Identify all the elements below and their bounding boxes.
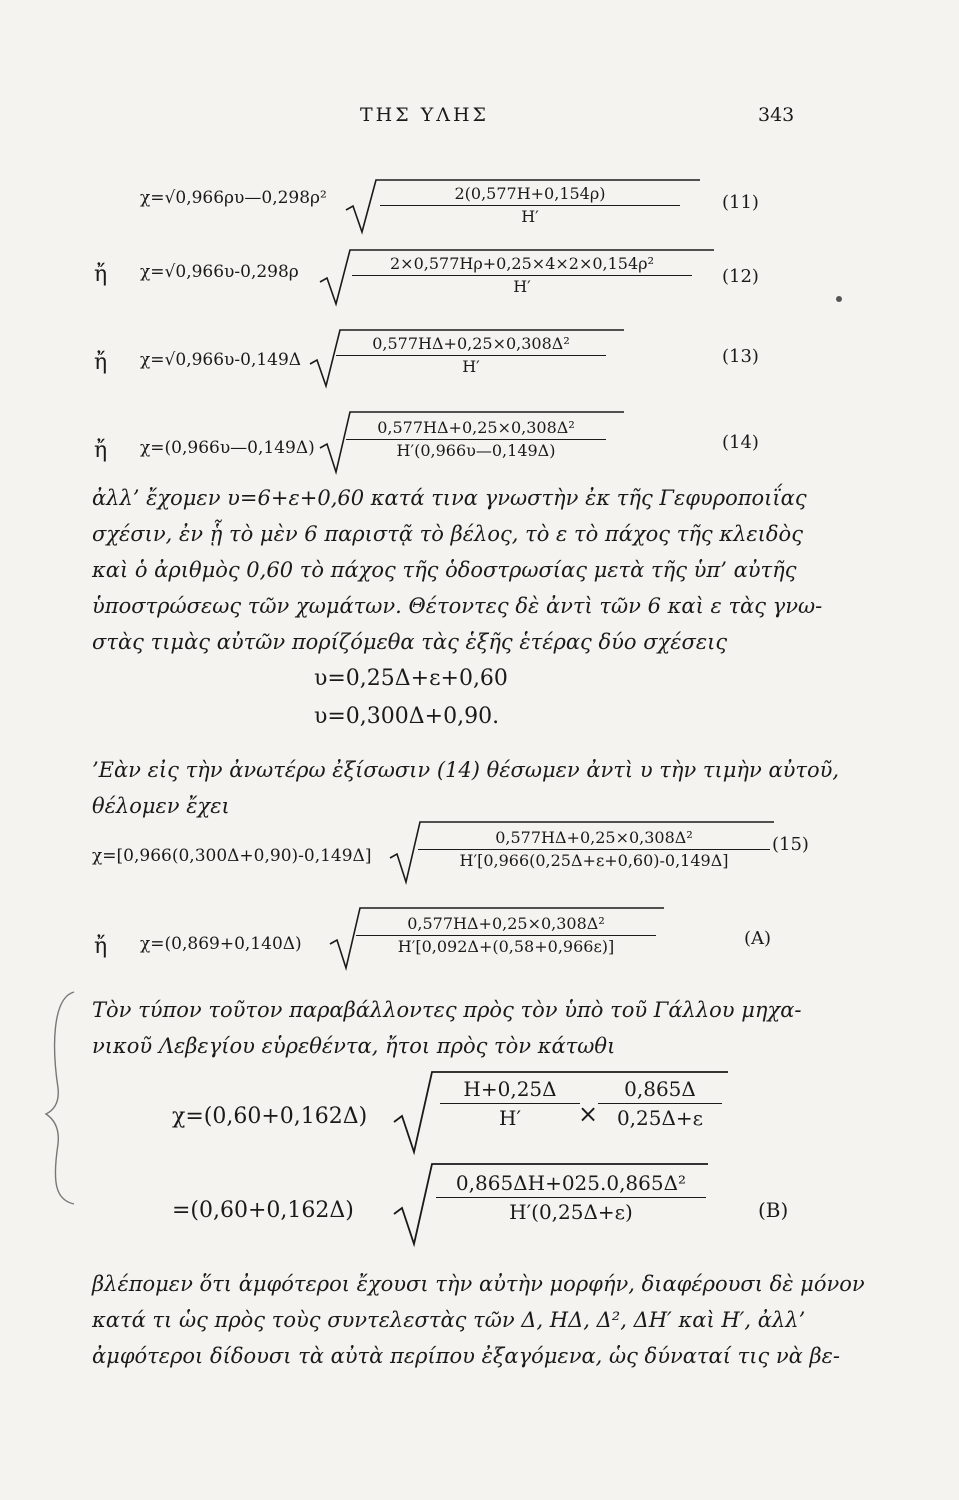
text-line: ἀλλ’ ἔχομεν υ=6+ε+0,60 κατά τινα γνωστὴν ἐκ τῆς Γεφυροποιΐας [92,486,807,510]
fraction-denominator: Η′ [499,1106,521,1130]
equation-number: (12) [722,266,759,287]
fraction-bar [336,355,606,356]
equation-12 [0,248,959,308]
text-line: βλέπομεν ὅτι ἀμφότεροι ἔχουσι τὴν αὐτὴν μορφήν, διαφέρουσι δὲ μόνον [92,1272,865,1296]
fraction-bar [380,205,680,206]
ink-spot [836,296,842,302]
text-line: ’Εὰν εἰς τὴν ἀνωτέρω ἐξίσωσιν (14) θέσωμεν ἀντὶ υ τὴν τιμὴν αὐτοῦ, [92,758,840,782]
equation-lhs: =(0,60+0,162Δ) [172,1198,354,1223]
fraction-numerator: 2(0,577Η+0,154ρ) [454,184,606,203]
fraction-bar [356,935,656,936]
text-line: ἀμφότεροι δίδουσι τὰ αὐτὰ περίπου ἐξαγόμενα, ὡς δύναταί τις νὰ βε- [92,1344,841,1368]
fraction-bar [346,439,606,440]
text-line: σχέσιν, ἐν ᾗ τὸ μὲν 6 παριστᾷ τὸ βέλος, τὸ ε τὸ πάχος τῆς κλειδὸς [92,522,803,546]
or-prefix: ἤ [94,934,108,959]
fraction-denominator: Η′(0,25Δ+ε) [509,1200,633,1224]
equation-lhs: χ=(0,869+0,140Δ) [140,934,302,954]
equation-fraction [380,184,680,227]
fraction-bar [352,275,692,276]
paragraph-3 [92,992,827,1064]
equation-lhs: χ=√0,966υ-0,149Δ [140,350,302,370]
running-header: ΤΗΣ ΥΛΗΣ [360,104,489,126]
fraction-denominator: 0,25Δ+ε [616,1106,704,1130]
fraction-denominator: Η′[0,966(0,25Δ+ε+0,60)-0,149Δ] [459,851,729,870]
equation-lhs: χ=√0,966ρυ—0,298ρ² [140,188,327,208]
text-line: καὶ ὁ ἀριθμὸς 0,60 τὸ πάχος τῆς ὁδοστρωσίας μετὰ τῆς ὑπ’ αὐτῆς [92,558,797,582]
equation-fraction [336,334,606,377]
fraction-denominator: Η′ [513,277,531,296]
fraction-numerator: Η+0,25Δ [463,1077,557,1101]
relation-2: υ=0,300Δ+0,90. [314,704,500,729]
equation-lhs: χ=[0,966(0,300Δ+0,90)-0,149Δ] [92,846,372,866]
text-line: θέλομεν ἔχει [92,794,230,818]
equation-13 [0,328,959,388]
equation-lhs: χ=√0,966υ-0,298ρ [140,262,299,282]
equation-15 [0,820,959,880]
equation-number: (15) [772,834,809,855]
fraction-numerator: 0,577ΗΔ+0,25×0,308Δ² [377,418,575,437]
fraction-bar [418,849,770,850]
fraction-bar [598,1103,722,1104]
equation-fraction [352,254,692,297]
fraction-numerator: 0,865ΔΗ+025.0,865Δ² [455,1171,687,1195]
paragraph-1 [92,480,827,660]
equation-lhs: χ=(0,60+0,162Δ) [172,1104,368,1129]
equation-number: (13) [722,346,759,367]
fraction-denominator: Η′[0,092Δ+(0,58+0,966ε)] [397,937,615,956]
paragraph-2 [92,752,840,824]
equation-fraction [346,418,606,461]
text-line: στὰς τιμὰς αὐτῶν πορίζόμεθα τὰς ἑξῆς ἑτέρας δύο σχέσεις [92,630,728,654]
fraction-denominator: Η′ [462,357,480,376]
equation-number: (Β) [758,1198,789,1222]
equation-fraction-2 [598,1076,722,1131]
equation-A [0,906,959,966]
equation-number: (11) [722,192,759,213]
equation-fraction-1 [440,1076,580,1131]
fraction-numerator: 0,577ΗΔ+0,25×0,308Δ² [407,914,605,933]
equation-B-line-1 [0,1070,959,1160]
equation-lhs: χ=(0,966υ—0,149Δ) [140,438,315,458]
or-prefix: ἤ [94,350,108,375]
text-line: νικοῦ Λεβεγίου εὑρεθέντα, ἤτοι πρὸς τὸν κάτωθι [92,1034,616,1058]
equation-fraction [356,914,656,957]
fraction-numerator: 0,865Δ [624,1077,696,1101]
fraction-numerator: 0,577ΗΔ+0,25×0,308Δ² [495,828,693,847]
text-line: ὑποστρώσεως τῶν χωμάτων. Θέτοντες δὲ ἀντὶ τῶν 6 καὶ ε τὰς γνω- [92,594,823,618]
text-line: κατά τι ὡς πρὸς τοὺς συντελεστὰς τῶν Δ, ΗΔ, Δ², ΔΗ′ καὶ Η′, ἀλλ’ [92,1308,806,1332]
paragraph-4 [92,1266,865,1374]
text-line: Τὸν τύπον τοῦτον παραβάλλοντες πρὸς τὸν ὑπὸ τοῦ Γάλλου μηχα- [92,998,802,1022]
multiply-sign: × [578,1100,599,1128]
equation-number: (Α) [744,928,772,949]
or-prefix: ἤ [94,438,108,463]
fraction-numerator: 0,577ΗΔ+0,25×0,308Δ² [372,334,570,353]
equation-11 [0,178,959,238]
equation-fraction [418,828,770,871]
page-number: 343 [758,104,795,126]
fraction-denominator: Η′(0,966υ—0,149Δ) [396,441,556,460]
equation-fraction [436,1170,706,1225]
fraction-bar [440,1103,580,1104]
fraction-numerator: 2×0,577Ηρ+0,25×4×2×0,154ρ² [390,254,654,273]
equation-number: (14) [722,432,759,453]
fraction-denominator: Η′ [521,207,539,226]
equation-B-line-2 [0,1162,959,1252]
equation-14 [0,410,959,470]
fraction-bar [436,1197,706,1198]
or-prefix: ἤ [94,262,108,287]
relation-1: υ=0,25Δ+ε+0,60 [314,666,508,691]
